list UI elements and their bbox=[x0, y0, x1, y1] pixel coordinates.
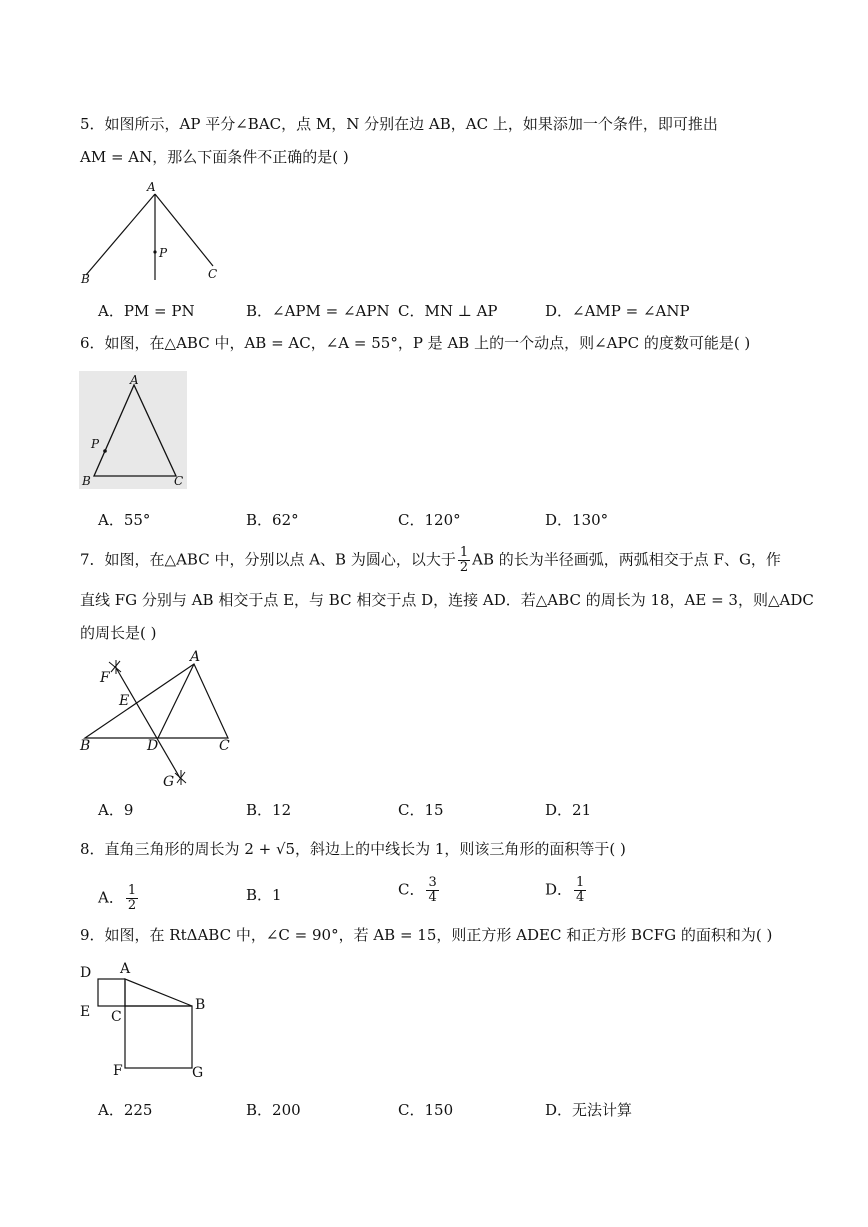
q7-arc-mark-f bbox=[109, 660, 121, 674]
q7-stem-line3: 的周长是( ) bbox=[80, 624, 157, 642]
q8-options bbox=[98, 876, 798, 914]
q5-line-ab bbox=[86, 194, 155, 275]
q8-option-c-letter: C． bbox=[398, 880, 425, 899]
q8-option-d[interactable] bbox=[545, 876, 588, 905]
q9-square-bcfg bbox=[125, 1006, 192, 1068]
q8-option-a[interactable] bbox=[98, 884, 140, 913]
q6-point-p bbox=[103, 449, 107, 453]
q7-label-f: F bbox=[100, 670, 110, 686]
q8-option-d-num: 1 bbox=[576, 875, 585, 890]
q9-option-b[interactable]: B．200 bbox=[246, 1101, 301, 1119]
q5-figure bbox=[78, 180, 228, 290]
q5-option-d[interactable]: D．∠AMP = ∠ANP bbox=[545, 302, 690, 320]
q8-option-a-num: 1 bbox=[127, 883, 137, 898]
q8-stem-line1: 8．直角三角形的周长为 2 + √5，斜边上的中线长为 1，则该三角形的面积等于( ) bbox=[80, 840, 626, 858]
q8-option-c-fraction bbox=[426, 876, 438, 905]
q8-option-a-den: 2 bbox=[127, 898, 137, 913]
q7-label-e: E bbox=[119, 693, 130, 709]
q6-option-b[interactable]: B．62° bbox=[246, 511, 299, 529]
q5-option-b[interactable]: B．∠APM = ∠APN bbox=[246, 302, 390, 320]
q6-stem-line1: 6．如图，在△ABC 中，AB = AC，∠A = 55°，P 是 AB 上的一个动点，则∠APC 的度数可能是( ) bbox=[80, 334, 751, 352]
q8-option-d-fraction bbox=[574, 876, 586, 905]
q9-option-a[interactable]: A．225 bbox=[98, 1101, 153, 1119]
q7-frac-num: 1 bbox=[459, 545, 469, 560]
q7-label-d: D bbox=[147, 738, 159, 754]
q9-label-f: F bbox=[113, 1063, 123, 1079]
q9-square-adec bbox=[98, 979, 125, 1006]
q5-label-a: A bbox=[147, 180, 156, 194]
q9-option-d[interactable]: D．无法计算 bbox=[545, 1101, 633, 1119]
q5-label-b: B bbox=[81, 272, 90, 286]
q7-frac-den: 2 bbox=[459, 560, 469, 575]
q8-option-a-letter: A． bbox=[98, 888, 124, 907]
q9-label-c: C bbox=[111, 1009, 122, 1025]
q7-option-d[interactable]: D．21 bbox=[545, 801, 592, 819]
q7-label-a: A bbox=[190, 649, 201, 665]
q9-label-d: D bbox=[80, 965, 92, 981]
q7-stem-line2: 直线 FG 分别与 AB 相交于点 E，与 BC 相交于点 D，连接 AD．若△ABC 的周长为 18，AE = 3，则△ADC bbox=[80, 591, 814, 609]
q5-stem-line2: AM = AN，那么下面条件不正确的是( ) bbox=[80, 148, 349, 166]
q7-label-b: B bbox=[80, 738, 91, 754]
q8-option-c-num: 3 bbox=[428, 875, 437, 890]
q7-stem-pre: 7．如图，在△ABC 中，分别以点 A、B 为圆心，以大于 bbox=[80, 550, 456, 569]
q9-label-a: A bbox=[120, 961, 131, 977]
q7-option-c[interactable]: C．15 bbox=[398, 801, 444, 819]
q7-line-fg bbox=[115, 666, 180, 778]
q6-label-c: C bbox=[174, 474, 184, 488]
q7-stem-post: AB 的长为半径画弧，两弧相交于点 F、G，作 bbox=[472, 550, 781, 569]
q9-triangle-abc bbox=[125, 979, 192, 1006]
q7-option-a[interactable]: A．9 bbox=[98, 801, 134, 819]
q5-option-a[interactable]: A．PM = PN bbox=[98, 302, 195, 320]
q8-option-c-den: 4 bbox=[428, 890, 437, 905]
q7-label-c: C bbox=[219, 738, 230, 754]
q7-stem-line1 bbox=[80, 546, 781, 575]
q5-point-p bbox=[153, 250, 156, 253]
q5-label-c: C bbox=[208, 267, 218, 281]
q5-stem-line1: 5．如图所示，AP 平分∠BAC，点 M，N 分别在边 AB，AC 上，如果添加一个条件，即可推出 bbox=[80, 115, 718, 133]
q5-label-p: P bbox=[159, 246, 168, 260]
q7-label-g: G bbox=[163, 774, 175, 790]
q9-options bbox=[98, 1099, 798, 1123]
q7-fraction bbox=[458, 546, 470, 575]
q6-figure bbox=[79, 371, 187, 489]
q7-options bbox=[98, 799, 798, 823]
q5-option-c[interactable]: C．MN ⊥ AP bbox=[398, 302, 498, 320]
q7-option-b[interactable]: B．12 bbox=[246, 801, 292, 819]
q6-option-a[interactable]: A．55° bbox=[98, 511, 151, 529]
q8-option-d-den: 4 bbox=[576, 890, 585, 905]
q9-label-g: G bbox=[192, 1065, 204, 1081]
q6-options bbox=[98, 509, 798, 533]
q9-stem-line1: 9．如图，在 RtΔABC 中，∠C = 90°，若 AB = 15，则正方形 ADEC 和正方形 BCFG 的面积和为( ) bbox=[80, 926, 773, 944]
q8-option-c[interactable] bbox=[398, 876, 441, 905]
q8-option-b[interactable]: B．1 bbox=[246, 886, 282, 904]
q8-option-a-fraction bbox=[126, 884, 138, 913]
q8-option-d-letter: D． bbox=[545, 880, 573, 899]
q6-label-b: B bbox=[82, 474, 91, 488]
q9-label-b: B bbox=[195, 997, 206, 1013]
q6-option-c[interactable]: C．120° bbox=[398, 511, 461, 529]
q9-option-c[interactable]: C．150 bbox=[398, 1101, 454, 1119]
q5-options bbox=[98, 300, 798, 324]
q6-option-d[interactable]: D．130° bbox=[545, 511, 609, 529]
q9-label-e: E bbox=[80, 1004, 91, 1020]
q6-label-p: P bbox=[91, 437, 100, 451]
q7-line-ad bbox=[158, 664, 194, 738]
q6-label-a: A bbox=[130, 373, 139, 387]
